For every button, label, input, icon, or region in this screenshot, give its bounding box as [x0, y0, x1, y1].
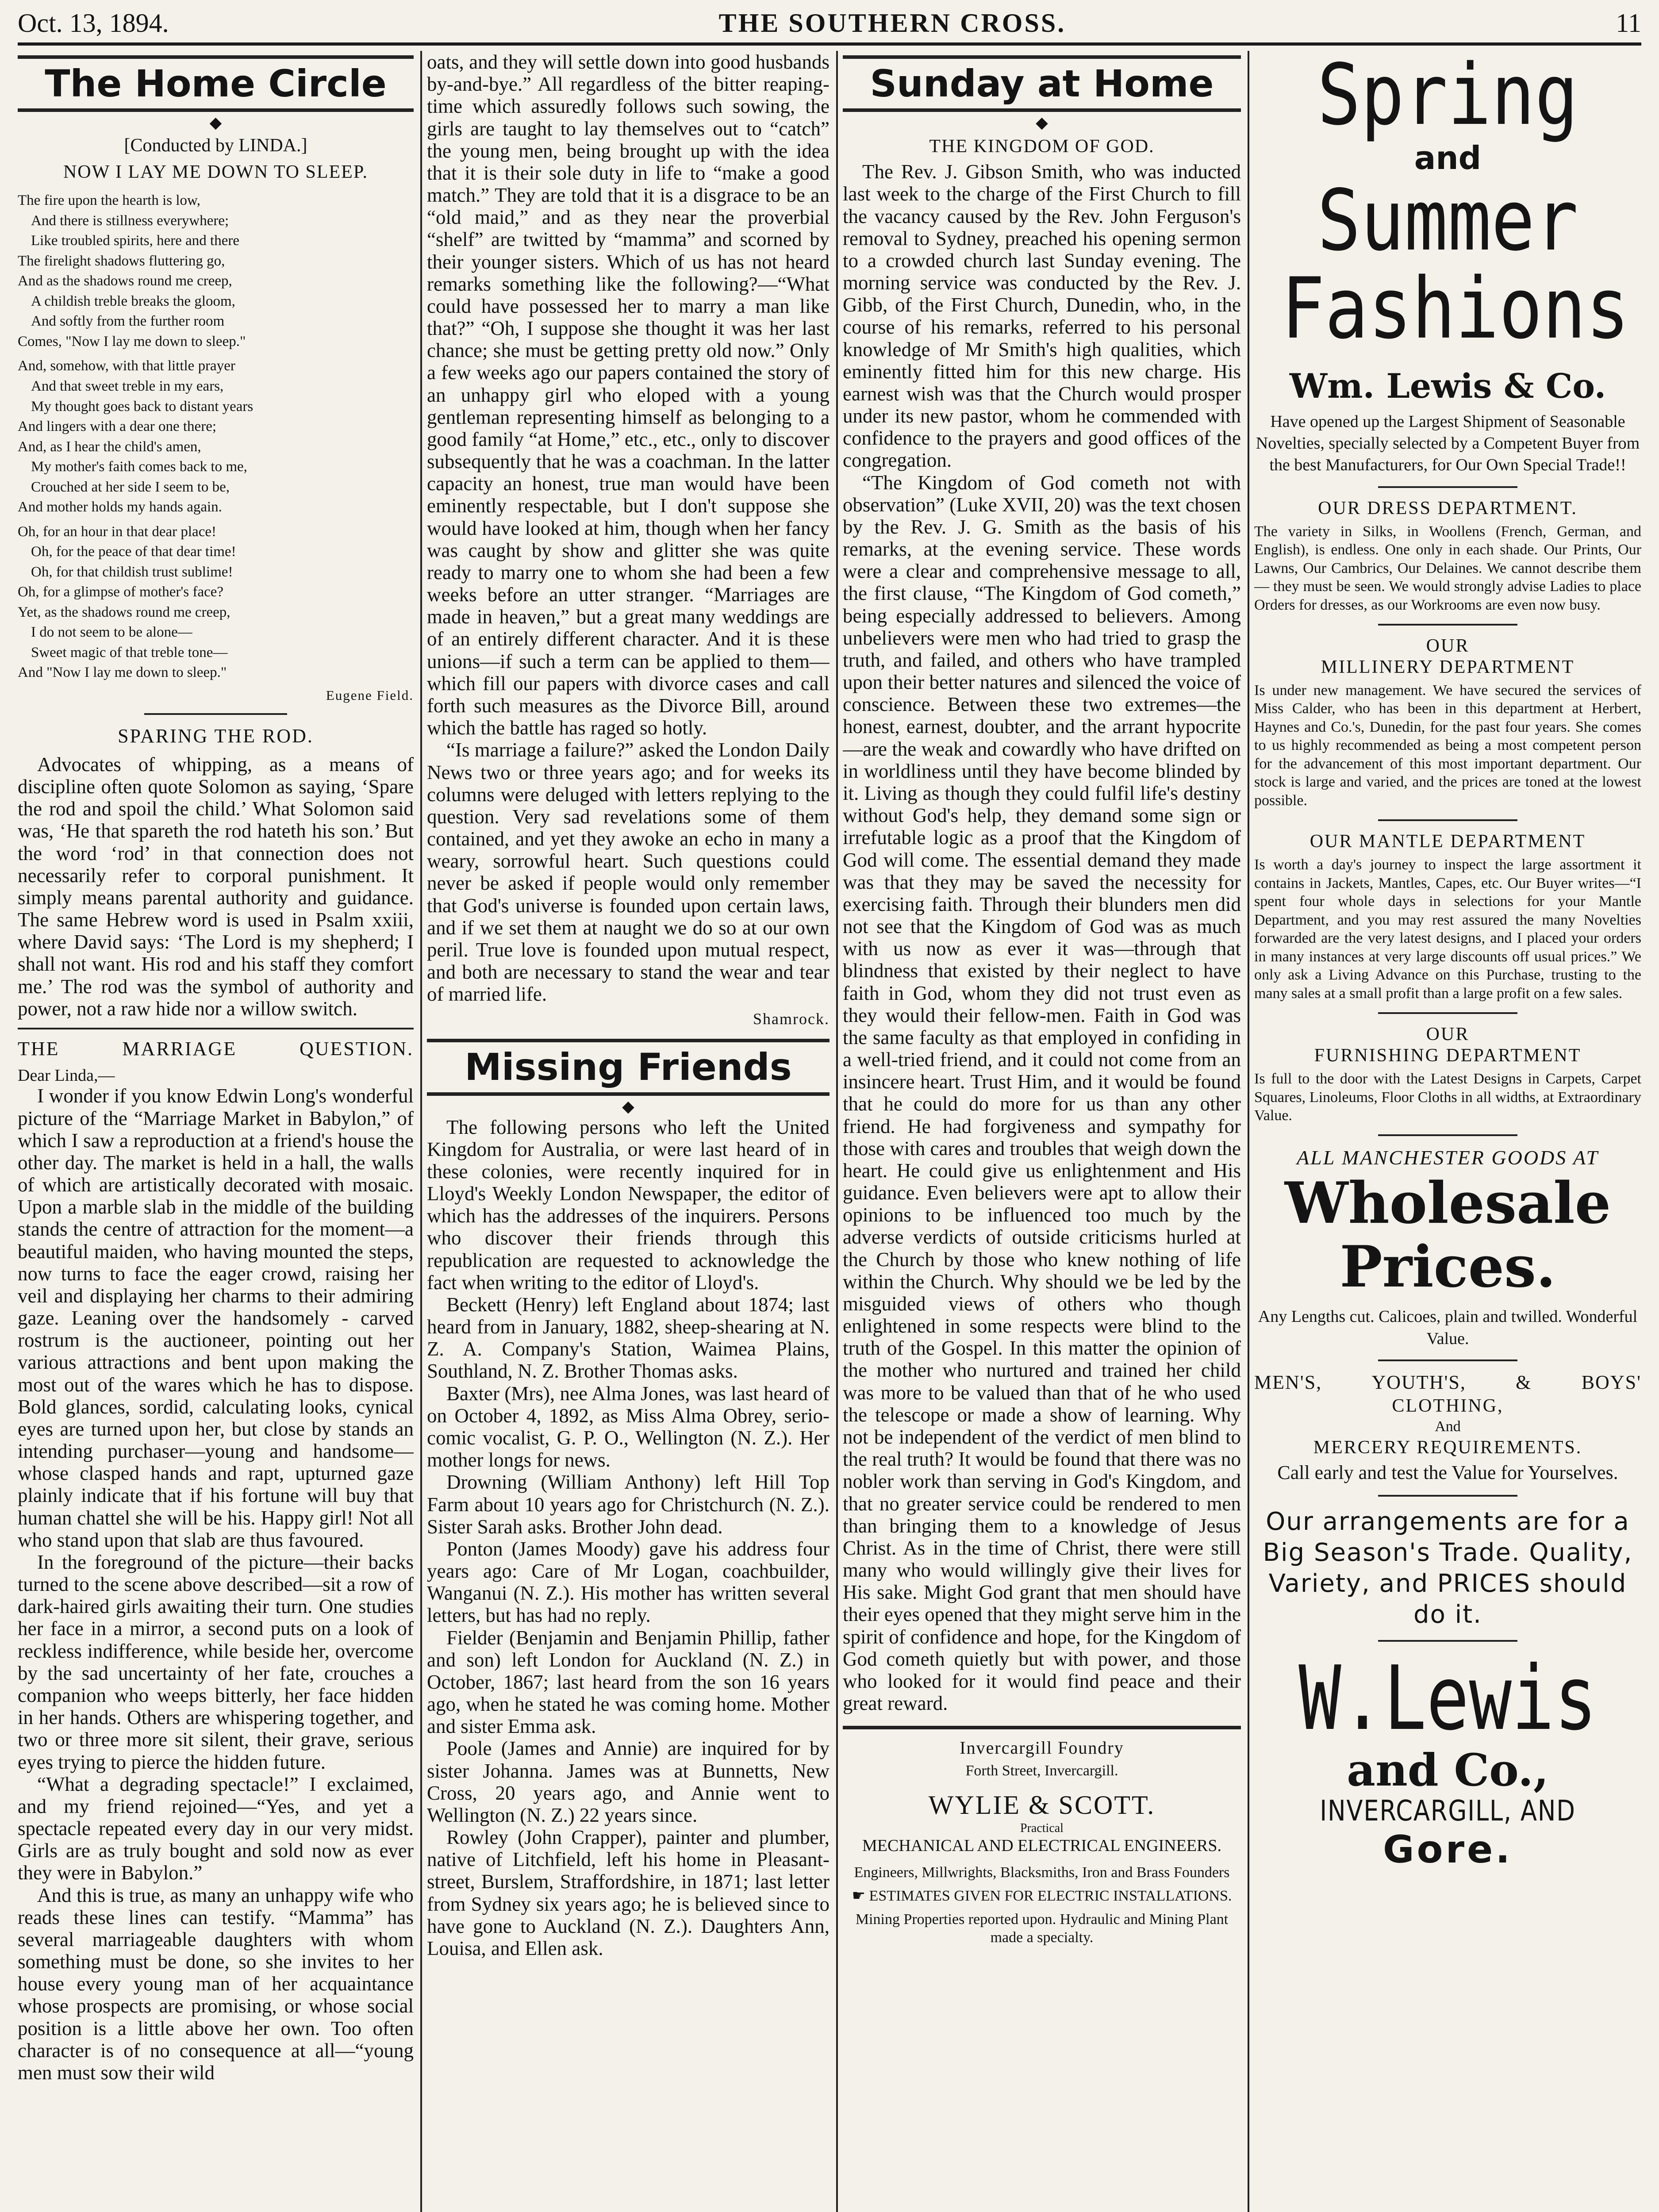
poem-line: Oh, for an hour in that dear place! — [18, 523, 216, 540]
list-item: Baxter (Mrs), nee Alma Jones, was last heard of on October 4, 1892, as Miss Alma Obrey, serio-comic vocalist, G. P. O., Wellington (N. Z.). Her mother longs for news. — [427, 1382, 830, 1471]
list-item: Fielder (Benjamin and Benjamin Phillip, father and son) left London for Auckland (N. Z.) in October, 1867; last heard from the son 16 years ago, when he stated he was coming home. Mother and sister Emma ask. — [427, 1626, 830, 1738]
column-rule — [1248, 51, 1249, 2212]
pointing-hand-icon: ☛ — [852, 1888, 866, 1904]
list-item: Drowning (William Anthony) left Hill Top Farm about 10 years ago for Christchurch (N. Z.). Sister Sarah asks. Brother John dead. — [427, 1471, 830, 1538]
list-item: Poole (James and Annie) are inquired for by sister Johanna. James was at Bunnetts, New Cross, 20 years ago, and Annie went to Wellington (N. Z.) 22 years since. — [427, 1737, 830, 1826]
poem-line: Oh, for that childish trust sublime! — [31, 564, 233, 580]
section-divider — [1378, 1012, 1517, 1014]
section-divider — [1378, 1640, 1517, 1642]
advert-spring: Spring — [1317, 51, 1578, 144]
title-word: MARRIAGE — [122, 1038, 237, 1060]
article-body: The Rev. J. Gibson Smith, who was inducted last week to the charge of the First Church to fill the vacancy caused by the Rev. John Ferguson's removal to Sydney, preached his opening sermon to a crowded church last Sunday evening. The morning service was conducted by the Rev. J. Gibb, of the First Church, Dunedin, who, in the course of his remarks, referred to his personal knowledge of Mr Smith's high qualities, which eminently fitted him for this new charge. His earnest wish was that the Church would prosper under its new pastor, whom he commended with confidence to the prayers and good offices of the congregation. — [843, 161, 1241, 472]
w-lewis-name: W.Lewis — [1298, 1647, 1597, 1751]
amp-word: & — [1516, 1371, 1532, 1393]
home-circle-heading: The Home Circle — [18, 55, 414, 112]
department-title: OUR DRESS DEPARTMENT. — [1318, 498, 1578, 518]
wholesale-word: Wholesale — [1284, 1170, 1611, 1237]
mens-word: MEN'S, — [1254, 1371, 1322, 1393]
foundry-trades: Engineers, Millwrights, Blacksmiths, Iron and Brass Founders — [854, 1864, 1230, 1881]
advert-summer: Summer — [1317, 171, 1578, 269]
poem-title: NOW I LAY ME DOWN TO SLEEP. — [63, 162, 369, 183]
poem-line: A childish treble breaks the gloom, — [31, 293, 235, 309]
any-lengths: Any Lengths cut. Calicoes, plain and twilled. Wonderful Value. — [1258, 1307, 1638, 1348]
department-text: The variety in Silks, in Woollens (French, German, and English), is endless. One only in each shade. Our Prints, Our Lawns, Our Cambrics, Our Delaines. We cannot describe them — they must be seen. We would strongly advise Ladies to place Orders for dresses, as our Workrooms are even now busy. — [1254, 523, 1641, 613]
poem-author: Eugene Field. — [326, 687, 414, 703]
article-body: Advocates of whipping, as a means of discipline often quote Solomon as saying, ‘Spare the rod and spoil the child.’ What Solomon said was, ‘He that spareth the rod hateth his son.’ But the word ‘rod’ in that connection does not necessarily refer to corporal punishment. It simply means parental authority and guidance. The same Hebrew word is used in Psalm xxiii, where David says: ‘The Lord is my shepherd; I shall not want. His rod and his staff they comfort me.’ The rod was the symbol of authority and power, not a raw hide nor a willow switch. — [18, 753, 414, 1020]
list-item: Beckett (Henry) left England about 1874; last heard from in January, 1882, sheep-shearing at N. Z. A. Company's Station, Waimea Plains, Southland, N. Z. Brother Thomas asks. — [427, 1293, 830, 1382]
prices-word: Prices. — [1340, 1233, 1556, 1300]
department-our: OUR — [1426, 636, 1470, 657]
sunday-at-home-heading: Sunday at Home — [843, 55, 1241, 112]
department-title: OUR MANTLE DEPARTMENT — [1310, 831, 1586, 852]
poem-line: And there is stillness everywhere; — [31, 212, 229, 229]
clothing-line — [1254, 1371, 1641, 1394]
poem-line: And that sweet treble in my ears, — [31, 378, 224, 394]
poem-line: The firelight shadows fluttering go, — [18, 253, 225, 269]
column-credit: [Conducted by LINDA.] — [124, 135, 307, 156]
article-title — [18, 1037, 414, 1060]
section-divider — [1378, 819, 1517, 821]
clothing-word: CLOTHING, — [1392, 1395, 1504, 1416]
article-body: “The Kingdom of God cometh not with observation” (Luke XVII, 20) was the text chosen by the Rev. J. G. Smith as the basis of his remarks, at the evening service. These words were a clear and comprehensive message to all, the first clause, “The Kingdom of God cometh,” being especially addressed to believers. Among unbelievers were men who had tried to grasp the truth, and failed, and others who have trampled upon their better natures and silenced the voice of conscience. Between these two extremes—the honest, earnest, doubter, and the arrant hypocrite—are the weak and cowardly who have drifted on in worldliness until they have become blinded by it. Living as though they could fulfil life's destiny without God's help, they demand some sign or irrefutable logic as a proof that the Kingdom of God will come. The essential demand they made was that they may be saved the necessity for exercising faith. Through their blunders men did not see that the Kingdom of God was as much with us now as ever it was—through that blindness that existed by their neglect to have faith in God, whom they did not trust even as they would their fellow-men. Faith in God was the same faculty as that employed in confiding in a well-tried friend, and it could not come from an insincere heart. Trust Him, and it would be found that he could do more for us than any other friend. He had forgiveness and sympathy for those with cares and troubles that weigh down the heart. He could give us enlightenment and His guidance. Even believers were apt to allow their opinions to be influenced too much by the adverse verdicts of outside criticisms hurled at the Church by those who knew nothing of life within the Church. Why should we be led by the misguided views of others who though enlightened in some respects were blind to the truth of the Gospel. In this matter the opinion of the mother who nurtured and trained her child was more to be valued than that of he who used the telescope or made a show of learning. Why not be independent of the verdict of men blind to the real truth? It would be found that there was no nobler work than serving in God's Kingdom, and that no greater service could be rendered to men than bringing them to a knowledge of Jesus Christ. As in the time of Christ, there were still many who would willingly give their lives for His sake. Might God grant that men should have their eyes opened that they might serve him in the spirit of confidence and hope, for the Kingdom of God cometh quietly but with power, and those who looked for it would find peace and their great reward. — [843, 471, 1241, 1715]
article-body: In the foreground of the picture—their backs turned to the scene above described—sit a row of dark-haired girls awaiting their turn. One studies her face in a mirror, a second puts on a look of reckless indifference, while beside her, overcome by the sad uncertainty of her fate, crouches a companion who weeps bitterly, her face hidden in her hands. Others are whispering together, and two or three more sit silent, their grave, serious eyes trying to pierce the hidden future. — [18, 1551, 414, 1773]
poem-line: Oh, for a glimpse of mother's face? — [18, 584, 224, 600]
poem-line: And, somehow, with that little prayer — [18, 358, 235, 374]
poem-line: And softly from the further room — [31, 313, 225, 330]
column-home-circle — [18, 51, 414, 2212]
page-number: 11 — [1616, 8, 1641, 38]
foundry-estimates — [843, 1887, 1241, 1905]
diamond-ornament-icon: ◆ — [622, 1097, 634, 1115]
poem-line: And "Now I lay me down to sleep." — [18, 664, 227, 681]
poem-line: I do not seem to be alone— — [31, 624, 192, 641]
poem-line: Like troubled spirits, here and there — [31, 233, 240, 249]
title-word: THE — [18, 1038, 60, 1060]
article-title: THE KINGDOM OF GOD. — [929, 136, 1155, 157]
section-divider — [1378, 1134, 1517, 1136]
manchester-goods: ALL MANCHESTER GOODS AT — [1297, 1146, 1599, 1169]
and-small: And — [1435, 1418, 1461, 1435]
list-item: Rowley (John Crapper), painter and plumber, native of Litchfield, left his home in Pleasant-street, Burslem, Straffordshire, in 1871; last letter from Sydney six years ago; he is believed since to have gone to Auckland (N. Z.). Daughters Ann, Louisa, and Ellen ask. — [427, 1826, 830, 1959]
title-word: QUESTION. — [300, 1038, 414, 1060]
article-body: “Is marriage a failure?” asked the London Daily News two or three years ago; and for weeks its columns were deluged with letters replying to the question. Very sad revelations some of them contained, and yet they awoke an echo in many a weary, sorrowful heart. Such questions could never be asked if people would only remember that God's universe is founded upon certain laws, and if we set them at naught we do so at our own peril. True love is founded upon mutual respect, and both are necessary to stand the wear and tear of married life. — [427, 739, 830, 1006]
foundry-estimates-text: ESTIMATES GIVEN FOR ELECTRIC INSTALLATIONS. — [869, 1888, 1232, 1904]
advert-border — [843, 1726, 1241, 1729]
poem-line: And lingers with a dear one there; — [18, 419, 217, 435]
poem-line: The fire upon the hearth is low, — [18, 192, 200, 209]
department-text: Is worth a day's journey to inspect the large assortment it contains in Jackets, Mantles, Capes, etc. Our Buyer writes—“I spent four whole days in selections for your Mantle Department, and you may rest assured the many Novelties forwarded are the very latest designs, and I placed your orders in many instances at very large discounts off usual prices.” We only ask a Living Advance on this Purchase, trusting to the many sales at a small profit than a large profit on a few sales. — [1254, 856, 1641, 1002]
column-sunday-at-home — [843, 51, 1241, 2212]
foundry-name: Invercargill Foundry — [960, 1738, 1124, 1758]
article-title: SPARING THE ROD. — [118, 725, 314, 747]
poem-line: Yet, as the shadows round me creep, — [18, 604, 230, 620]
advert-intro: Have opened up the Largest Shipment of Seasonable Novelties, specially selected by a Competent Buyer from the best Manufacturers, for Our Own Special Trade!! — [1256, 412, 1640, 475]
department-title: MILLINERY DEPARTMENT — [1321, 657, 1575, 678]
section-divider — [1378, 1495, 1517, 1497]
article-body: oats, and they will settle down into good husbands by-and-bye.” All regardless of the bitter reaping-time which assuredly follows such sowing, the girls are taught to lay themselves out to “catch” the young men, being brought up with the idea that it is their sole duty in life to “make a good match.” They are told that it is a disgrace to be an “old maid,” and as they near the proverbial “shelf” are twitted by “mamma” and scorned by their younger sisters. Which of us has not heard remarks something like the following?—“What could have possessed her to marry a man like that?” “Oh, I suppose she thought it was her last chance; she must be getting pretty old now.” Only a few weeks ago our papers contained the story of an unhappy girl who eloped with a young gentleman representing himself as belonging to a good family “at Home,” etc., etc., only to discover subsequently that he was a coachman. In the latter capacity an honest, true man would have been eminently respectable, but I don't suppose she would have looked at him, though when her fancy was caught by show and glitter she was quite ready to marry one to whom she had been a few weeks before an utter stranger. “Marriages are made in heaven,” but a great many weddings are of an entirely different character. And it is these unions—if such a term can be applied to them—which fill our papers with divorce cases and call forth such measures as the Divorce Bill, around which the battle has raged so hotly. — [427, 51, 830, 739]
poem-line: And mother holds my hands again. — [18, 499, 222, 515]
department-title: FURNISHING DEPARTMENT — [1314, 1045, 1582, 1066]
poem — [18, 191, 414, 683]
foundry-engineers: MECHANICAL AND ELECTRICAL ENGINEERS. — [862, 1836, 1222, 1855]
invercargill-and: INVERCARGILL, AND — [1320, 1795, 1576, 1828]
section-divider — [1378, 1359, 1517, 1361]
article-body: I wonder if you know Edwin Long's wonderful picture of the “Marriage Market in Babylon,” of which I saw a reproduction at a friend's house the other day. The market is held in a hall, the walls of which are artistically decorated with mosaic. Upon a marble slab in the middle of the building stands the centre of attraction for the moment—a beautiful maiden, who having mounted the steps, now turns to face the eager crowd, raising her veil and displaying her charms to their admiring gaze. Leaning over the handsomely - carved rostrum is the auctioneer, pointing out her various attractions and bent upon making the most out of the wares which he has to dispose. Bold glances, sordid, calculating looks, cynical eyes are turned upon her, but close by stands an intending purchaser—young and handsome—whose clasped hands and rapt, upturned gaze plainly indicate that if his fortune will buy that human chattel she will be his. Happy girl! Not all who stand upon that slab are thus favoured. — [18, 1085, 414, 1551]
section-divider — [144, 713, 287, 715]
column-rule — [420, 51, 422, 2212]
section-divider — [18, 1028, 414, 1029]
youths-word: YOUTH'S, — [1371, 1371, 1466, 1393]
arrangements: Our arrangements are for a Big Season's Trade. Quality, Variety, and PRICES should do it. — [1263, 1507, 1633, 1629]
poem-line: Oh, for the peace of that dear time! — [31, 544, 236, 560]
advert-fashions: Fashions — [1281, 260, 1630, 357]
poem-line: And as the shadows round me creep, — [18, 273, 232, 289]
foundry-firm: WYLIE & SCOTT. — [928, 1790, 1156, 1820]
advert-and: and — [1414, 139, 1482, 177]
boys-word: BOYS' — [1581, 1371, 1641, 1393]
list-item: Ponton (James Moody) gave his address four years ago: Care of Mr Logan, coachbuilder, Wanganui (N. Z.). His mother has written several letters, but has had no reply. — [427, 1537, 830, 1627]
section-divider — [1378, 486, 1517, 488]
poem-line: My mother's faith comes back to me, — [31, 459, 247, 475]
article-body: The following persons who left the United Kingdom for Australia, or were last heard of in these colonies, were recently inquired for in Lloyd's Weekly London Newspaper, the editor of which has the addresses of the inquirers. Persons who discover their friends through this republication are requested to acknowledge the fact when writing to the editor of Lloyd's. — [427, 1116, 830, 1294]
foundry-practical: Practical — [1020, 1821, 1064, 1836]
masthead — [18, 4, 1641, 46]
foundry-mining: Mining Properties reported upon. Hydraulic and Mining Plant made a specialty. — [855, 1911, 1229, 1946]
gore-word: Gore. — [1382, 1828, 1513, 1872]
foundry-street: Forth Street, Invercargill. — [965, 1763, 1118, 1779]
issue-date: Oct. 13, 1894. — [18, 8, 169, 38]
missing-friends-heading: Missing Friends — [427, 1039, 830, 1095]
foundry-advert — [843, 1737, 1241, 1947]
department-our: OUR — [1426, 1024, 1470, 1045]
department-text: Is full to the door with the Latest Designs in Carpets, Carpet Squares, Linoleums, Floor Cloths in all widths, at Extraordinary Value. — [1254, 1071, 1641, 1124]
column-lewis-advert — [1254, 51, 1641, 2212]
poem-line: My thought goes back to distant years — [31, 398, 253, 415]
diamond-ornament-icon: ◆ — [1036, 114, 1048, 132]
and-co: and Co., — [1347, 1744, 1549, 1797]
salutation: Dear Linda,— — [18, 1066, 115, 1085]
poem-line: Comes, "Now I lay me down to sleep." — [18, 333, 246, 349]
newspaper-title: THE SOUTHERN CROSS. — [718, 8, 1066, 38]
advert-firm-name: Wm. Lewis & Co. — [1289, 366, 1606, 406]
column-marriage-missing-friends — [427, 51, 830, 2212]
department-text: Is under new management. We have secured the services of Miss Calder, who has been in this department at Herbert, Haynes and Co.'s, Dunedin, for the past four years. She comes to us highly recommended as being a most competent person for the advancement of this most important department. Our stock is large and varied, and the prices are toned at the lowest possible. — [1254, 682, 1641, 809]
poem-line: And, as I hear the child's amen, — [18, 438, 201, 455]
article-body: “What a degrading spectacle!” I exclaimed, and my friend rejoined—“Yes, and yet a spectacle repeated every day in our very midst. Girls are as truly bought and sold now as ever they were in Babylon.” — [18, 1773, 414, 1884]
mercery: MERCERY REQUIREMENTS. — [1313, 1437, 1582, 1458]
article-body: And this is true, as many an unhappy wife who reads these lines can testify. “Mamma” has several marriageable daughters with whom something must be done, so she invites to her house every young man of her acquaintance whose prospects are promising, or whose social position is a little above her own. Too often character is of no consequence at all—“young men must sow their wild — [18, 1884, 414, 2084]
section-divider — [1378, 624, 1517, 626]
poem-line: Crouched at her side I seem to be, — [31, 479, 230, 495]
poem-line: Sweet magic of that treble tone— — [31, 644, 228, 661]
diamond-ornament-icon: ◆ — [209, 114, 222, 132]
call-early: Call early and test the Value for Yourselves. — [1277, 1461, 1618, 1483]
article-signature: Shamrock. — [753, 1010, 830, 1028]
column-rule — [836, 51, 838, 2212]
